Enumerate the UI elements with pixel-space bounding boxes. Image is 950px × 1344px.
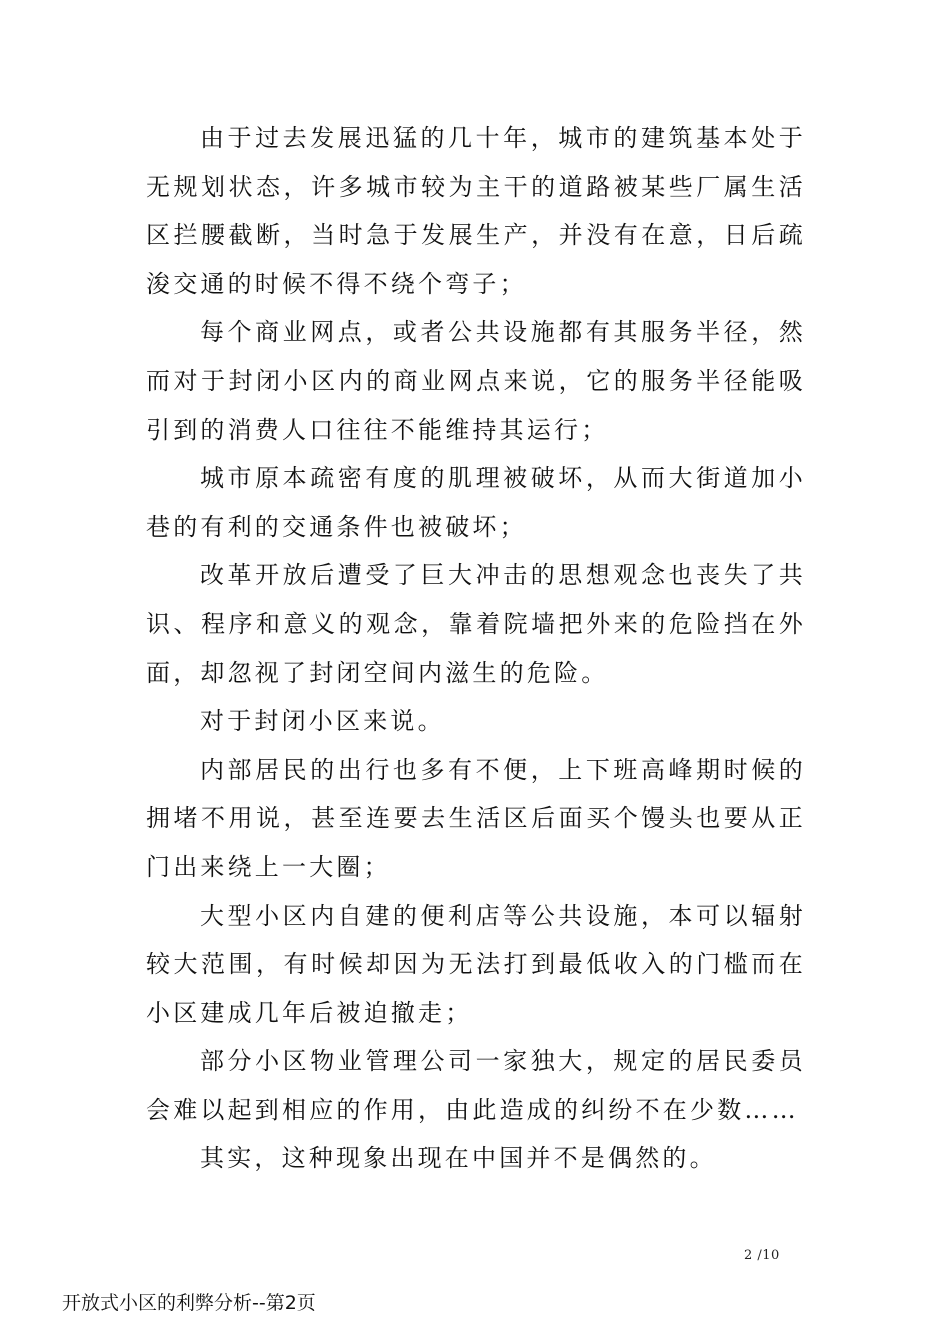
- body-text: [146, 114, 806, 1183]
- paragraph-4: 改革开放后遭受了巨大冲击的思想观念也丧失了共识、程序和意义的观念，靠着院墙把外来的危险挡在外面，却忽视了封闭空间内滋生的危险。: [146, 561, 806, 687]
- paragraph-7: 大型小区内自建的便利店等公共设施，本可以辐射较大范围，有时候却因为无法打到最低收入的门槛而在小区建成几年后被迫撤走；: [146, 901, 806, 1027]
- paragraph-2: 每个商业网点，或者公共设施都有其服务半径，然而对于封闭小区内的商业网点来说，它的服务半径能吸引到的消费人口往往不能维持其运行；: [146, 318, 806, 444]
- footer-title: 开放式小区的利弊分析--第2页: [62, 1292, 316, 1314]
- paragraph-5: 对于封闭小区来说。: [200, 707, 445, 736]
- page-number: 2 /10: [744, 1248, 780, 1263]
- paragraph-1: 由于过去发展迅猛的几十年，城市的建筑基本处于无规划状态，许多城市较为主干的道路被某些厂属生活区拦腰截断，当时急于发展生产，并没有在意，日后疏浚交通的时候不得不绕个弯子；: [146, 124, 806, 298]
- paragraph-9: 其实，这种现象出现在中国并不是偶然的。: [200, 1144, 717, 1173]
- paragraph-3: 城市原本疏密有度的肌理被破坏，从而大街道加小巷的有利的交通条件也被破坏；: [146, 464, 806, 541]
- paragraph-6: 内部居民的出行也多有不便，上下班高峰期时候的拥堵不用说，甚至连要去生活区后面买个馒头也要从正门出来绕上一大圈；: [146, 755, 806, 881]
- paragraph-8: 部分小区物业管理公司一家独大，规定的居民委员会难以起到相应的作用，由此造成的纠纷不在少数……: [146, 1047, 806, 1124]
